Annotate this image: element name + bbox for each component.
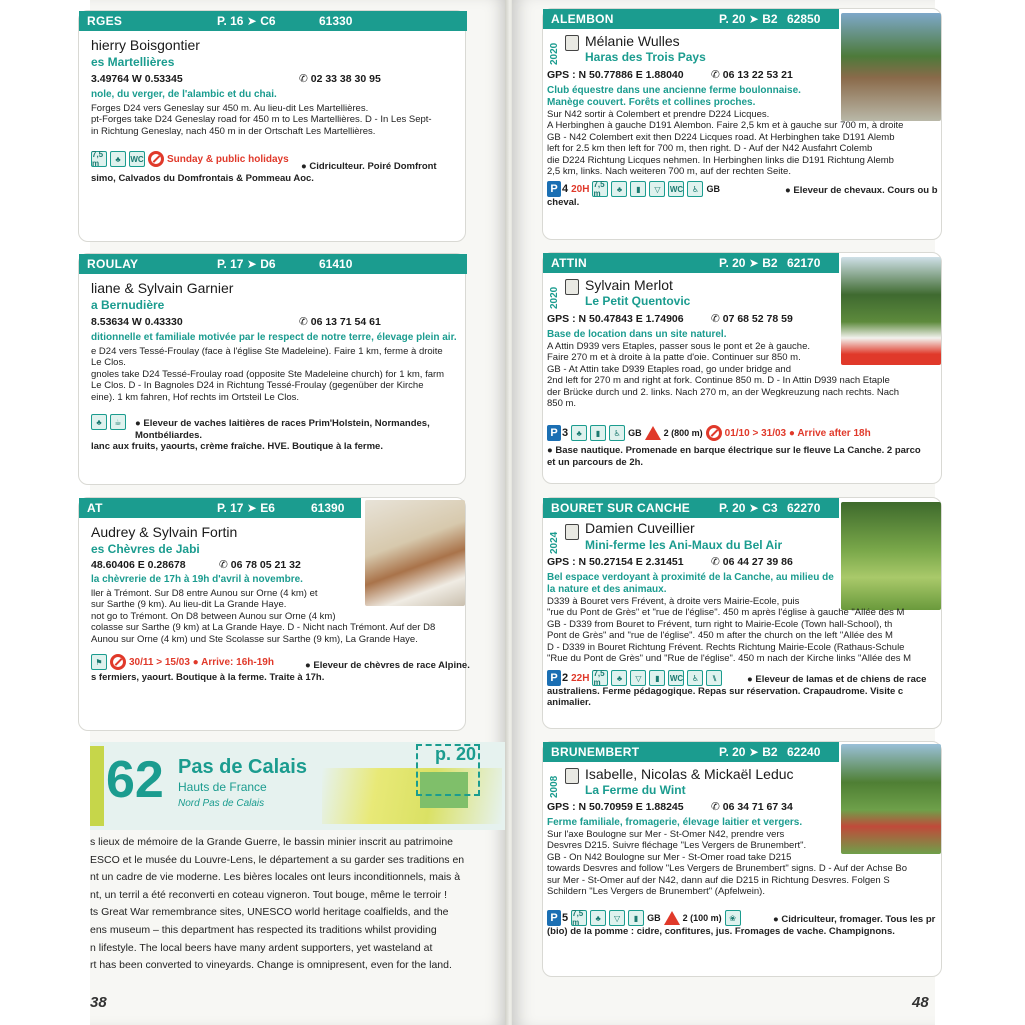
- tree-icon: ♣: [611, 181, 627, 197]
- glass-icon: ▽: [630, 670, 646, 686]
- english-spoken-icon: GB: [647, 913, 661, 923]
- region-introduction: s lieux de mémoire de la Grande Guerre, le bassin minier inscrit au patrimoine ESCO et le musée du Louvre-Lens, le département a su garder ses traditions en nt un cadre de vie moderne. Les bières locales ont leurs inconditionnels, mais à nt, un terril a été reconverti en coteau vigneron. Tout bouge, même le terroir ! ts Great War remembrance sites, UNESCO world heritage coalfields, and the ens museum – this department has respected its traditions whilst providing n lifestyle. The local beers have many ardent supporters, yet wasteland at rt has been converted to vineyards. Change is omnipresent, even for the land.: [90, 836, 465, 972]
- gps-coordinates: GPS : N 50.70959 E 1.88245: [547, 801, 684, 813]
- entry-description: la chèvrerie de 17h à 19h d'avril à novembre.: [91, 574, 303, 585]
- region-name: Hauts de France: [178, 780, 267, 794]
- parking-count: 5: [562, 912, 569, 924]
- entry-place: RGES: [87, 14, 123, 28]
- farm-name: a Bernudière: [91, 298, 165, 312]
- entry-header-bar: [543, 498, 839, 518]
- phone-icon: ✆: [711, 556, 720, 568]
- entry-description: Base de location dans un site naturel.: [547, 329, 727, 340]
- entry-map-ref: P. 20 ➤ B2: [719, 745, 778, 759]
- phone-number: ✆ 06 13 22 53 21: [711, 69, 793, 81]
- entry-header-bar: [79, 11, 467, 31]
- entry-postcode: 62170: [787, 256, 821, 270]
- host-name: hierry Boisgontier: [91, 37, 200, 53]
- wc-icon: WC: [668, 670, 684, 686]
- gps-coordinates: 48.60406 E 0.28678: [91, 559, 186, 571]
- producer-description: ● Eleveur de chèvres de race Alpine. s fermiers, yaourt. Boutique à la ferme. Traite à 17h.: [91, 660, 470, 683]
- parking-icon: P: [547, 670, 561, 686]
- entry-header-bar: [543, 742, 839, 762]
- closure-days: Sunday & public holidays: [167, 153, 289, 165]
- entry-place: BOURET SUR CANCHE: [551, 501, 691, 515]
- entry-header-bar: [79, 254, 467, 274]
- membership-year: 2008: [549, 775, 560, 798]
- directions: D339 à Bouret vers Frévent, à droite vers Mairie-Ecole, puis "rue du Pont de Grès" et "rue de l'église". 450 m après l'église à gauche "Allée des M GB - D339 from Bouret to Frévent, turn right to Mairie-Ecole (Town hall-School), th Pont de Grès" and "rue de l'église". 450 m after the church on the left "Allée des M D - D339 in Bouret Richtung Frévent. Rechts Richtung Mairie-Ecole (Rathaus-Schule "Rue du Pont de Grès" und "Rue de l'église". 450 m nach der Kirche links "Allée des M: [547, 596, 912, 665]
- phone-number: ✆ 06 34 71 67 34: [711, 801, 793, 813]
- entry-map-ref: P. 20 ➤ C3: [719, 501, 778, 515]
- cup-icon: ☕: [110, 414, 126, 430]
- right-page: [512, 0, 938, 1025]
- farm-name: Le Petit Quentovic: [585, 294, 691, 308]
- department-number: 62: [106, 751, 164, 809]
- phone-icon: ✆: [219, 559, 228, 571]
- tree-icon: ♣: [590, 910, 606, 926]
- phone-icon: ✆: [299, 316, 308, 328]
- entry-header-bar: [79, 498, 361, 518]
- parking-icon: P: [547, 425, 561, 441]
- entry-place: AT: [87, 501, 103, 515]
- producer-description: ● Eleveur de vaches laitières de races Prim'Holstein, Normandes, Montbéliardes. lanc aux fruits, yaourts, crème fraîche. HVE. Boutique à la ferme.: [91, 418, 430, 452]
- entry-map-ref: P. 20 ➤ B2: [719, 12, 778, 26]
- host-icon: [565, 279, 579, 295]
- phone-number: ✆ 06 13 71 54 61: [299, 316, 381, 328]
- entry-postcode: 62240: [787, 745, 821, 759]
- tree-icon: ♣: [611, 670, 627, 686]
- farm-name: es Martellières: [91, 55, 175, 69]
- parking-icon: P: [547, 910, 561, 926]
- producer-description: ● Cidriculteur, fromager. Tous les pr (bio) de la pomme : cidre, confitures, jus. Fromages de vache. Champignons.: [547, 914, 936, 937]
- parking-icon: P: [547, 181, 561, 197]
- host-icon: [565, 768, 579, 784]
- producer-description: ● Eleveur de chevaux. Cours ou b cheval.: [547, 185, 938, 208]
- accessible-icon: ♿: [687, 670, 703, 686]
- gps-coordinates: GPS : N 50.77886 E 1.88040: [547, 69, 684, 81]
- entry-postcode: 62850: [787, 12, 821, 26]
- membership-year: 2024: [549, 531, 560, 554]
- entry-description: Bel espace verdoyant à proximité de la Canche, au milieu de la nature et des animaux.: [547, 572, 834, 595]
- season-closure: 30/11 > 15/03 ● Arrive: 16h-19h: [129, 656, 274, 668]
- accessible-icon: ♿: [609, 425, 625, 441]
- entry-map-ref: P. 16 ➤ C6: [217, 14, 276, 28]
- organic-label-icon: ❀: [725, 910, 741, 926]
- goat-icon: ⚑: [91, 654, 107, 670]
- host-name: Isabelle, Nicolas & Mickaël Leduc: [585, 766, 794, 782]
- left-page: [87, 0, 508, 1025]
- phone-number: ✆ 06 78 05 21 32: [219, 559, 301, 571]
- directions: Forges D24 vers Geneslay sur 450 m. Au lieu-dit Les Martellières. pt-Forges take D24 Geneslay road for 450 m to Les Martellières. D - In Les Sept- in Richtung Geneslay, nach 450 m in der Ortschaft Les Martellières.: [91, 103, 432, 137]
- entry-card-froulay: [78, 253, 466, 485]
- parking-count: 3: [562, 427, 569, 439]
- directions: ller à Trémont. Sur D8 entre Aunou sur Orne (4 km) et sur Sarthe (9 km). Au lieu-dit La Grande Haye. not go to Trémont. On D8 between Aunou sur Orne (4 km) colasse sur Sarthe (9 km) at La Grande Haye. D - Nicht nach Trémont. Auf der D8 Aunou sur Orne (4 km) und Ste Scolasse sur Sarthe (9 km), La Grande Haye.: [91, 588, 436, 645]
- entry-card-forges: [78, 10, 466, 242]
- gps-coordinates: 8.53634 W 0.43330: [91, 316, 183, 328]
- host-icon: [565, 524, 579, 540]
- host-name: Audrey & Sylvain Fortin: [91, 524, 238, 540]
- bin-icon: ▮: [649, 670, 665, 686]
- gps-coordinates: GPS : N 50.47843 E 1.74906: [547, 313, 684, 325]
- membership-year: 2020: [549, 42, 560, 65]
- page-number: 48: [912, 994, 929, 1011]
- entry-header-bar: [543, 9, 839, 29]
- department-name: Pas de Calais: [178, 756, 307, 778]
- farm-name: Haras des Trois Pays: [585, 50, 706, 64]
- entry-card-jabi: [78, 497, 470, 731]
- membership-year: 2020: [549, 286, 560, 309]
- map-page-ref: p. 20: [435, 744, 477, 764]
- entry-map-ref: P. 17 ➤ E6: [217, 501, 275, 515]
- producer-description: ● Cidriculteur. Poiré Domfront simo, Calvados du Domfrontais & Pommeau Aoc.: [91, 161, 437, 184]
- no-entry-icon: [706, 425, 722, 441]
- lamas-field-photo: [841, 502, 941, 610]
- restaurant-icon: ⑊: [706, 670, 722, 686]
- directions: e D24 vers Tessé-Froulay (face à l'église Ste Madeleine). Faire 1 km, ferme à droite Le Clos. gnoles take D24 Tessé-Froulay road (opposite Ste Madeleine church) for 1 km, farm Le Clos. D - In Bagnoles D24 in Richtung Tessé-Froulay (gegenüber der Kirche eine). 1 km fahren, Hof rechts im Ortsteil Le Clos.: [91, 346, 445, 403]
- season-closure: 01/10 > 31/03 ● Arrive after 18h: [724, 427, 871, 439]
- farm-name: La Ferme du Wint: [585, 783, 686, 797]
- entry-description: nole, du verger, de l'alambic et du chai.: [91, 89, 277, 100]
- entry-postcode: 61330: [319, 14, 353, 28]
- directions: A Attin D939 vers Etaples, passer sous le pont et 2e à gauche. Faire 270 m et à droite à la patte d'oie. Continuer sur 850 m. GB - At Attin take D939 Etaples road, go under bridge and 2nd left for 270 m and right at fork. Continue 850 m. D - In Attin D939 nach Etaple der Brücke durch und 2. links. Nach 270 m, an der Wegkreuzung nach rechts. Nach 850 m.: [547, 341, 900, 410]
- entry-postcode: 61410: [319, 257, 353, 271]
- entry-map-ref: P. 20 ➤ B2: [719, 256, 778, 270]
- tree-icon: ♣: [110, 151, 126, 167]
- entry-place: ROULAY: [87, 257, 139, 271]
- host-name: Damien Cuveillier: [585, 520, 695, 536]
- entry-place: BRUNEMBERT: [551, 745, 640, 759]
- phone-icon: ✆: [711, 69, 720, 81]
- wc-icon: WC: [129, 151, 145, 167]
- page-number: 38: [90, 994, 107, 1011]
- entry-postcode: 61390: [311, 501, 345, 515]
- tree-icon: ♣: [571, 425, 587, 441]
- producer-description: ● Eleveur de lamas et de chiens de race australiens. Ferme pédagogique. Repas sur réservation. Crapaudrome. Visite c animalier.: [547, 674, 927, 708]
- amenity-icons: [547, 425, 871, 441]
- entry-card-brunembert: [542, 741, 942, 977]
- entry-description: Ferme familiale, fromagerie, élevage laitier et vergers.: [547, 817, 803, 828]
- entry-place: ALEMBON: [551, 12, 614, 26]
- entry-description: Club équestre dans une ancienne ferme boulonnaise. Manège couvert. Forêts et collines proches.: [547, 85, 801, 108]
- bin-icon: ▮: [590, 425, 606, 441]
- farm-name: es Chèvres de Jabi: [91, 542, 200, 556]
- entry-postcode: 62270: [787, 501, 821, 515]
- parking-count: 4: [562, 183, 569, 195]
- accessible-icon: ♿: [687, 181, 703, 197]
- entry-description: ditionnelle et familiale motivée par le respect de notre terre, élevage plein air.: [91, 332, 457, 343]
- glass-icon: ▽: [649, 181, 665, 197]
- distance-7-5m-icon: 7,5 m: [91, 151, 107, 167]
- bin-icon: ▮: [628, 910, 644, 926]
- entry-map-ref: P. 17 ➤ D6: [217, 257, 276, 271]
- region-color-strip: [90, 746, 104, 826]
- warning-distance: 2 (800 m): [663, 428, 703, 438]
- phone-icon: ✆: [299, 73, 308, 85]
- distance-7-5m-icon: 7,5 m: [592, 670, 608, 686]
- english-spoken-icon: GB: [628, 428, 642, 438]
- parking-count: 2: [562, 672, 569, 684]
- phone-icon: ✆: [711, 801, 720, 813]
- opening-hours: 20H: [571, 181, 589, 197]
- entry-header-bar: [543, 253, 839, 273]
- warning-distance: 2 (100 m): [682, 913, 722, 923]
- farm-name: Mini-ferme les Ani-Maux du Bel Air: [585, 538, 783, 552]
- horse-riding-photo: [841, 13, 941, 121]
- gps-coordinates: 3.49764 W 0.53345: [91, 73, 183, 85]
- opening-hours: 22H: [571, 670, 589, 686]
- phone-number: ✆ 07 68 52 78 59: [711, 313, 793, 325]
- host-name: Sylvain Merlot: [585, 277, 673, 293]
- host-name: liane & Sylvain Garnier: [91, 280, 234, 296]
- phone-number: ✆ 02 33 38 30 95: [299, 73, 381, 85]
- directions: Sur N42 sortir à Colembert et prendre D224 Licques. A Herbinghen à gauche D191 Alembon. Faire 2,5 km et à gauche sur 700 m, à droite GB - N42 Colembert exit then D224 Licques road. At Herbinghen take D191 Alemb left for 2.5 km then left for 700 m, then right. D - Auf der N42 Ausfahrt Colemb die D224 Richtung Licques nehmen. In Herbinghen links die D191 Richtung Alemb 2,5 km, links. Nach weiteren 700 m, auf der rechten Seite.: [547, 109, 904, 178]
- bin-icon: ▮: [630, 181, 646, 197]
- distance-7-5m-icon: 7,5 m: [571, 910, 587, 926]
- tree-icon: ♣: [91, 414, 107, 430]
- warning-icon: [645, 426, 661, 440]
- gps-coordinates: GPS : N 50.27154 E 2.31451: [547, 556, 684, 568]
- entry-card-attin: [542, 252, 942, 484]
- producer-description: ● Base nautique. Promenade en barque électrique sur le fleuve La Canche. 2 parco et un parcours de 2h.: [547, 445, 921, 468]
- phone-number: ✆ 06 44 27 39 86: [711, 556, 793, 568]
- host-icon: [565, 35, 579, 51]
- region-banner: [90, 742, 508, 830]
- english-spoken-icon: GB: [706, 184, 720, 194]
- entry-place: ATTIN: [551, 256, 587, 270]
- entry-card-alembon: [542, 8, 942, 240]
- entry-card-bouret: [542, 497, 942, 729]
- distance-7-5m-icon: 7,5 m: [592, 181, 608, 197]
- wc-icon: WC: [668, 181, 684, 197]
- glass-icon: ▽: [609, 910, 625, 926]
- phone-icon: ✆: [711, 313, 720, 325]
- former-region-name: Nord Pas de Calais: [178, 798, 265, 809]
- directions: Sur l'axe Boulogne sur Mer - St-Omer N42, prendre vers Desvres D215. Suivre fléchage "Les Vergers de Brunembert". GB - On N42 Boulogne sur Mer - St-Omer road take D215 towards Desvres and follow "Les Vergers de Brunembert" signs. D - Auf der Achse Bo sur Mer - St-Omer auf der N42, dann auf die D215 in Richtung Desvres. Folgen S Schildern "Les Vergers de Brunembert" (Apfelwein).: [547, 829, 908, 898]
- host-name: Mélanie Wulles: [585, 33, 680, 49]
